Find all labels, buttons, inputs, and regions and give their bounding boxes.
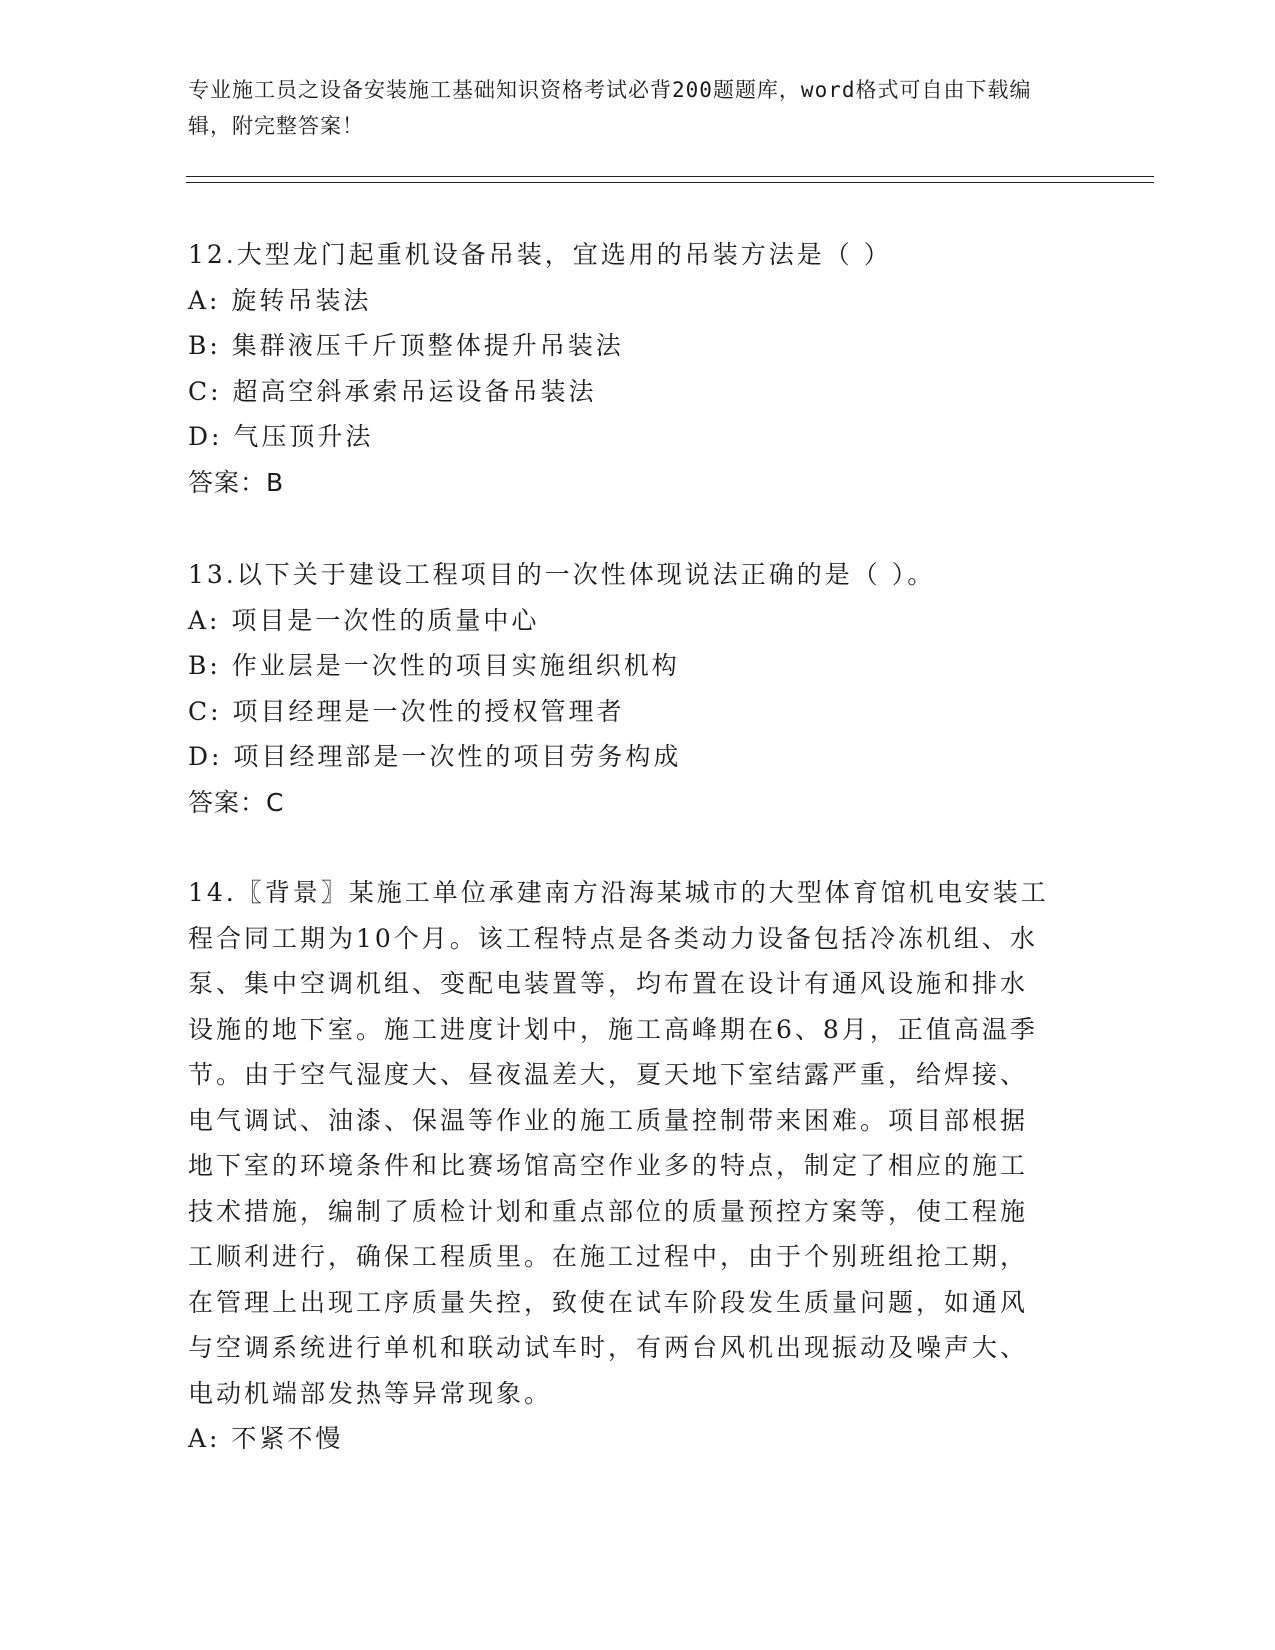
question-stem-line: 地下室的环境条件和比赛场馆高空作业多的特点，制定了相应的施工 bbox=[188, 1151, 1029, 1180]
question-stem-line: 设施的地下室。施工进度计划中，施工高峰期在6、8月，正值高温季 bbox=[188, 1014, 1038, 1044]
option-b: B: 集群液压千斤顶整体提升吊装法 bbox=[188, 331, 624, 360]
option-c: C: 超高空斜承索吊运设备吊装法 bbox=[188, 376, 597, 406]
option-a: A: 旋转吊装法 bbox=[188, 285, 372, 315]
option-d: D: 气压顶升法 bbox=[188, 422, 374, 451]
question-stem-line: 在管理上出现工序质量失控，致使在试车阶段发生质量问题，如通风 bbox=[188, 1287, 1029, 1317]
question-stem-line: 电动机端部发热等异常现象。 bbox=[188, 1378, 553, 1408]
question-stem-line: 技术措施，编制了质检计划和重点部位的质量预控方案等，使工程施 bbox=[188, 1196, 1029, 1226]
question-stem-line: 程合同工期为10个月。该工程特点是各类动力设备包括冷冻机组、水 bbox=[188, 923, 1038, 953]
answer-label: 答案：B bbox=[188, 467, 285, 497]
question-13 bbox=[188, 552, 1078, 825]
question-stem-line: 电气调试、油漆、保温等作业的施工质量控制带来困难。项目部根据 bbox=[188, 1105, 1029, 1135]
header-text: 专业施工员之设备安装施工基础知识资格考试必背200题题库，word格式可自由下载编辑，附完整答案！ bbox=[188, 78, 1032, 138]
question-stem-line: 泵、集中空调机组、变配电装置等，均布置在设计有通风设施和排水 bbox=[188, 969, 1029, 998]
option-d: D: 项目经理部是一次性的项目劳务构成 bbox=[188, 742, 682, 771]
question-14 bbox=[188, 870, 1078, 1462]
question-stem: 12.大型龙门起重机设备吊装，宜选用的吊装方法是（ ） bbox=[188, 240, 892, 269]
document-header bbox=[188, 72, 1068, 144]
question-stem-line: 节。由于空气湿度大、昼夜温差大，夏天地下室结露严重，给焊接、 bbox=[188, 1060, 1029, 1089]
question-stem-line: 与空调系统进行单机和联动试车时，有两台风机出现振动及噪声大、 bbox=[188, 1333, 1029, 1362]
question-stem-line: 14.〖背景〗某施工单位承建南方沿海某城市的大型体育馆机电安装工 bbox=[188, 878, 1049, 907]
question-stem-line: 工顺利进行，确保工程质里。在施工过程中，由于个别班组抢工期， bbox=[188, 1242, 1029, 1271]
header-divider-bottom bbox=[186, 182, 1154, 183]
question-stem: 13.以下关于建设工程项目的一次性体现说法正确的是（ ）。 bbox=[188, 560, 936, 589]
header-divider-top bbox=[186, 176, 1154, 177]
option-b: B: 作业层是一次性的项目实施组织机构 bbox=[188, 651, 680, 680]
option-a: A: 项目是一次性的质量中心 bbox=[188, 605, 540, 635]
option-a: A: 不紧不慢 bbox=[188, 1424, 344, 1453]
answer-label: 答案：C bbox=[188, 787, 285, 817]
question-12 bbox=[188, 232, 1078, 505]
option-c: C: 项目经理是一次性的授权管理者 bbox=[188, 696, 625, 726]
